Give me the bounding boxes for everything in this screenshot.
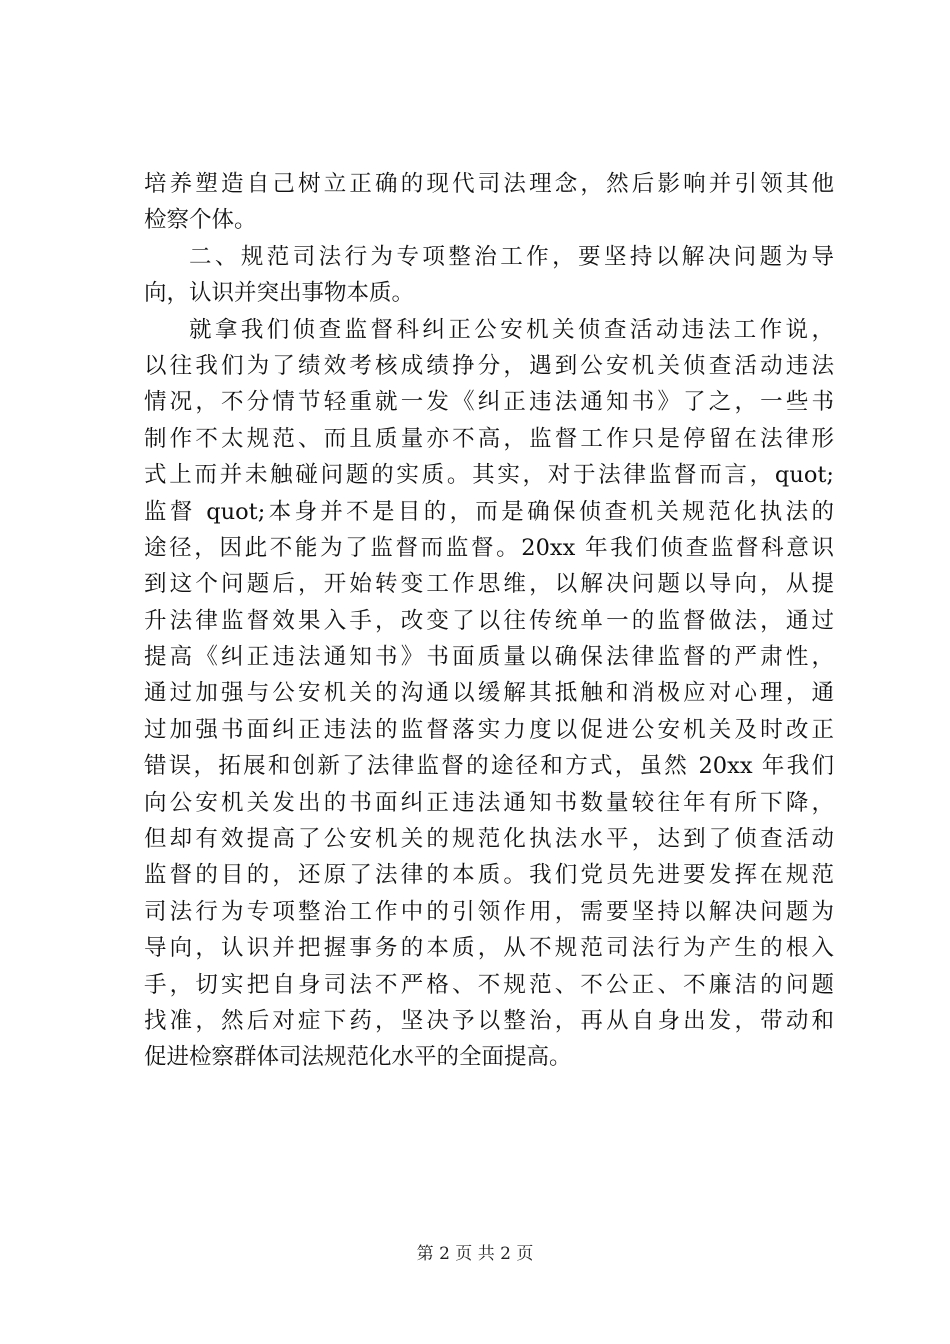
text-line: 制作不太规范、而且质量亦不高，监督工作只是停留在法律形 bbox=[144, 425, 834, 452]
text-line: 升法律监督效果入手，改变了以往传统单一的监督做法，通过 bbox=[144, 607, 834, 634]
text-line: 培养塑造自己树立正确的现代司法理念，然后影响并引领其他 bbox=[144, 171, 834, 197]
text-line: 就拿我们侦查监督科纠正公安机关侦查活动违法工作说， bbox=[189, 316, 834, 343]
text-line: 式上而并未触碰问题的实质。其实，对于法律监督而言，quot; bbox=[144, 462, 834, 489]
text-line: 到这个问题后，开始转变工作思维，以解决问题以导向，从提 bbox=[144, 571, 834, 598]
text-line: 找准，然后对症下药，坚决予以整治，再从自身出发，带动和 bbox=[144, 1007, 834, 1034]
text-line: 司法行为专项整治工作中的引领作用，需要坚持以解决问题为 bbox=[144, 898, 834, 925]
text-line: 导向，认识并把握事务的本质，从不规范司法行为产生的根入 bbox=[144, 935, 834, 962]
text-line: 提高《纠正违法通知书》书面质量以确保法律监督的严肃性， bbox=[144, 644, 834, 671]
text-line: 以往我们为了绩效考核成绩挣分，遇到公安机关侦查活动违法 bbox=[144, 352, 834, 379]
text-line: 二、规范司法行为专项整治工作，要坚持以解决问题为导 bbox=[189, 243, 834, 270]
text-line: 向，认识并突出事物本质。 bbox=[144, 280, 415, 307]
text-line: 途径，因此不能为了监督而监督。20xx 年我们侦查监督科意识 bbox=[144, 534, 834, 561]
text-line: 向公安机关发出的书面纠正违法通知书数量较往年有所下降， bbox=[144, 789, 834, 816]
text-line: 手，切实把自身司法不严格、不规范、不公正、不廉洁的问题 bbox=[144, 971, 834, 998]
text-line: 通过加强与公安机关的沟通以缓解其抵触和消极应对心理，通 bbox=[144, 680, 834, 707]
text-line: 情况，不分情节轻重就一发《纠正违法通知书》了之，一些书 bbox=[144, 389, 834, 416]
text-line: 错误，拓展和创新了法律监督的途径和方式，虽然 20xx 年我们 bbox=[144, 753, 834, 780]
text-line: 检察个体。 bbox=[144, 207, 257, 234]
text-line: 但却有效提高了公安机关的规范化执法水平，达到了侦查活动 bbox=[144, 826, 834, 853]
body-text bbox=[144, 166, 834, 1076]
text-line: 监督 quot;本身并不是目的，而是确保侦查机关规范化执法的 bbox=[144, 498, 834, 525]
page-footer: 第 2 页 共 2 页 bbox=[416, 1244, 534, 1264]
text-line: 促进检察群体司法规范化水平的全面提高。 bbox=[144, 1044, 572, 1071]
text-line: 监督的目的，还原了法律的本质。我们党员先进要发挥在规范 bbox=[144, 862, 834, 889]
text-line: 过加强书面纠正违法的监督落实力度以促进公安机关及时改正 bbox=[144, 716, 834, 743]
